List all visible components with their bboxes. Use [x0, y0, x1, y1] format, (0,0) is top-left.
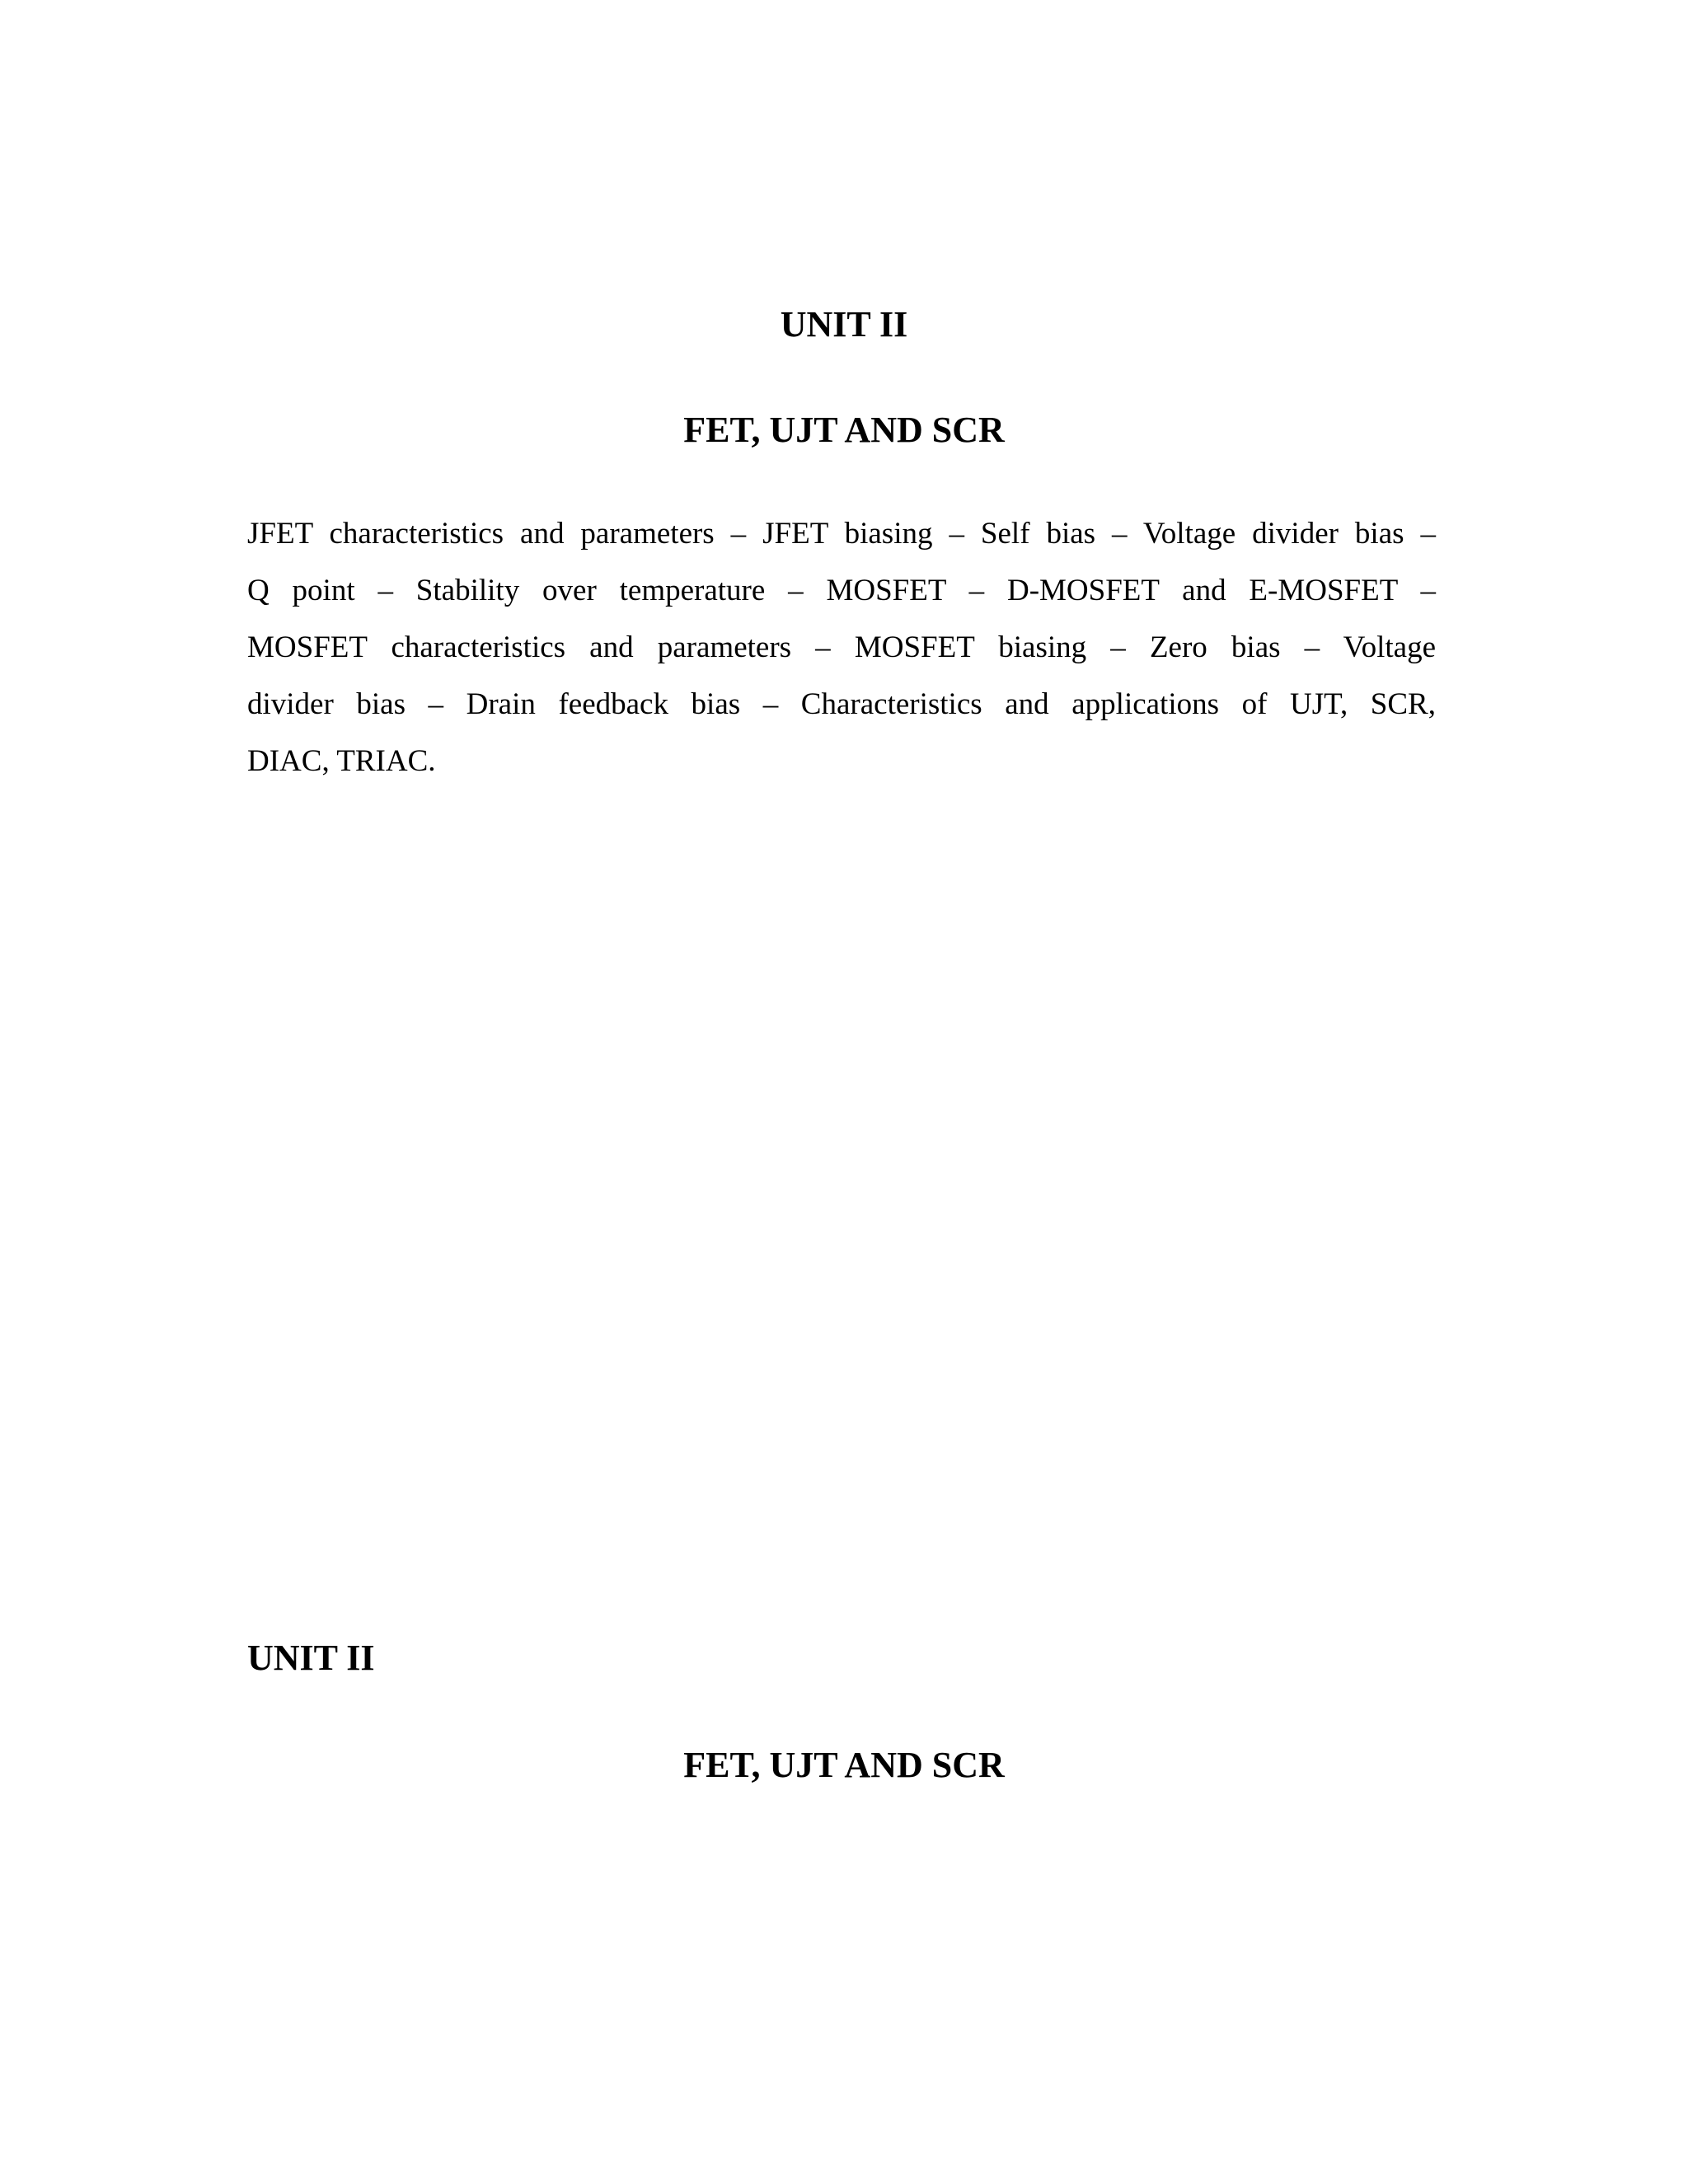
syllabus-line: Q point – Stability over temperature – MOSFET – D-MOSFET and E-MOSFET –: [247, 574, 1436, 607]
syllabus-line: divider bias – Drain feedback bias – Characteristics and applications of UJT, SCR,: [247, 687, 1436, 721]
unit-title-secondary: FET, UJT AND SCR: [683, 1745, 1005, 1785]
syllabus-paragraph: [247, 505, 1436, 790]
unit-heading-secondary: UNIT II: [247, 1638, 375, 1678]
syllabus-line: DIAC, TRIAC.: [247, 744, 436, 778]
unit-heading: UNIT II: [780, 304, 908, 344]
syllabus-line: JFET characteristics and parameters – JFET biasing – Self bias – Voltage divider bias –: [247, 517, 1436, 551]
syllabus-line: MOSFET characteristics and parameters – MOSFET biasing – Zero bias – Voltage: [247, 630, 1436, 664]
unit-title: FET, UJT AND SCR: [683, 410, 1005, 450]
